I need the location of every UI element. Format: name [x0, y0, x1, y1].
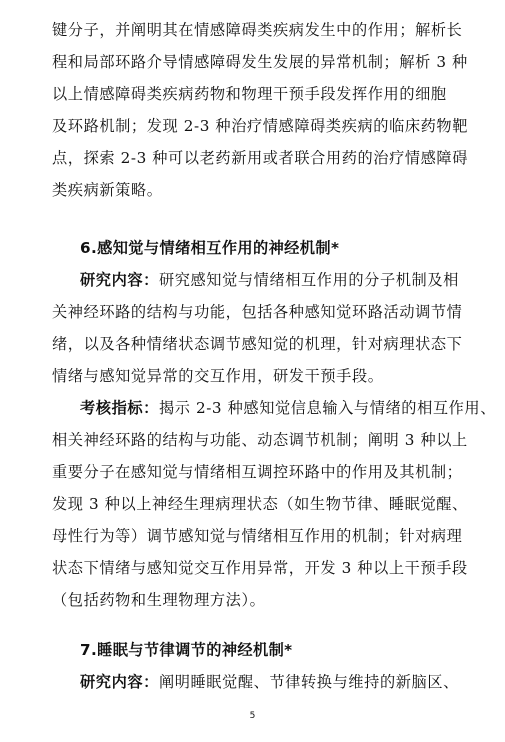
section-6-assessment-line-6: 状态下情绪与感知觉交互作用异常，开发 3 种以上干预手段: [52, 559, 468, 577]
section-6-assessment-line-2: 相关神经环路的结构与功能、动态调节机制；阐明 3 种以上: [52, 431, 468, 449]
intro-line-4: 及环路机制；发现 2-3 种治疗情感障碍类疾病的临床药物靶: [52, 117, 469, 135]
section-6-assessment-line-7: （包括药物和生理物理方法）。: [52, 591, 266, 609]
section-6-research-line-1: [80, 270, 475, 290]
section-6-assessment-line-4: 发现 3 种以上神经生理病理状态（如生物节律、睡眠觉醒、: [52, 495, 468, 513]
intro-line-6: 类疾病新策略。: [52, 181, 163, 199]
research-content-text: 研究感知觉与情绪相互作用的分子机制及相: [158, 271, 459, 289]
section-6-assessment-line-3: 重要分子在感知觉与情绪相互调控环路中的作用及其机制；: [52, 463, 463, 481]
section-7-research-line-1: [80, 672, 475, 692]
intro-line-3: 以上情感障碍类疾病药物和物理干预手段发挥作用的细胞: [52, 85, 447, 103]
research-content-label: 研究内容：: [80, 271, 159, 289]
section-6-research-line-3: 绪，以及各种情绪状态调节感知觉的机理，针对病理状态下: [52, 335, 463, 353]
section-7-heading: 7.睡眠与节律调节的神经机制*: [80, 641, 293, 659]
page-number: 5: [249, 711, 256, 721]
section-6-research-line-2: 关神经环路的结构与功能，包括各种感知觉环路活动调节情: [52, 303, 463, 321]
intro-line-5: 点，探索 2-3 种可以老药新用或者联合用药的治疗情感障碍: [52, 149, 469, 167]
assessment-label: 考核指标：: [80, 399, 159, 417]
section-6-heading: 6.感知觉与情绪相互作用的神经机制*: [80, 239, 340, 257]
assessment-text: 揭示 2-3 种感知觉信息输入与情绪的相互作用、: [158, 399, 497, 417]
research-content-label: 研究内容：: [80, 673, 159, 691]
section-6-assessment-line-1: [80, 398, 497, 418]
section-6-research-line-4: 情绪与感知觉异常的交互作用，研发干预手段。: [52, 367, 384, 385]
section-6-assessment-line-5: 母性行为等）调节感知觉与情绪相互作用的机制；针对病理: [52, 527, 463, 545]
intro-line-1: 键分子，并阐明其在情感障碍类疾病发生中的作用；解析长: [52, 21, 463, 39]
research-content-text: 阐明睡眠觉醒、节律转换与维持的新脑区、: [158, 673, 459, 691]
intro-line-2: 程和局部环路介导情感障碍发生发展的异常机制；解析 3 种: [52, 53, 468, 71]
